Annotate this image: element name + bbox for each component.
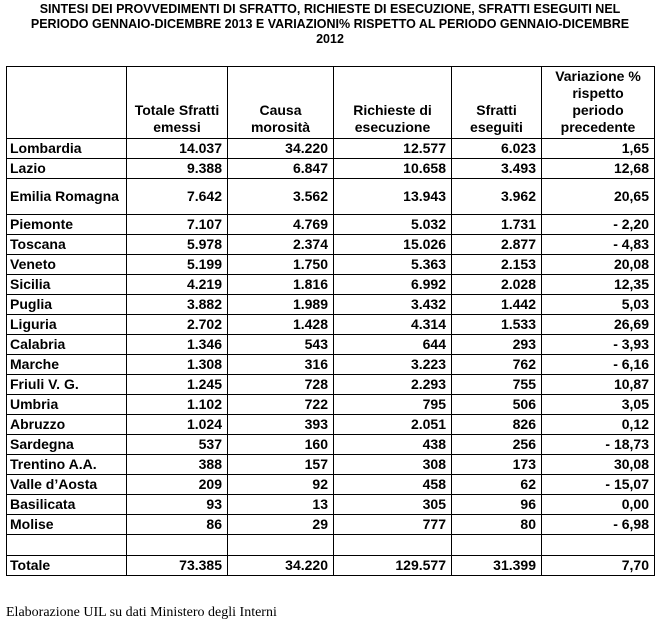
cell-region: Lazio: [7, 159, 127, 179]
cell-richieste: 2.051: [334, 415, 452, 435]
cell-richieste: 3.223: [334, 355, 452, 375]
cell-richieste: 5.363: [334, 255, 452, 275]
cell-total: 4.219: [127, 275, 228, 295]
total-cell-eseguiti: 31.399: [452, 556, 542, 576]
cell-region: Umbria: [7, 395, 127, 415]
header-requests: Richieste di esecuzione: [334, 67, 452, 139]
cell-morosita: 13: [228, 495, 334, 515]
cell-eseguiti: 755: [452, 375, 542, 395]
cell-variazione: 12,68: [542, 159, 655, 179]
spacer-row: [7, 535, 655, 556]
cell-total: 14.037: [127, 139, 228, 159]
cell-morosita: 2.374: [228, 235, 334, 255]
cell-variazione: 20,65: [542, 179, 655, 215]
table-body: [7, 139, 655, 576]
cell-variazione: - 6,16: [542, 355, 655, 375]
cell-richieste: 10.658: [334, 159, 452, 179]
table-row: [7, 215, 655, 235]
cell-richieste: 12.577: [334, 139, 452, 159]
table-title: [0, 2, 660, 47]
cell-morosita: 1.428: [228, 315, 334, 335]
cell-eseguiti: 2.877: [452, 235, 542, 255]
table-row: [7, 159, 655, 179]
cell-richieste: 13.943: [334, 179, 452, 215]
cell-total: 209: [127, 475, 228, 495]
source-note: Elaborazione UIL su dati Ministero degli Interni: [6, 605, 277, 620]
cell-morosita: 543: [228, 335, 334, 355]
cell-total: 2.702: [127, 315, 228, 335]
cell-eseguiti: 1.731: [452, 215, 542, 235]
cell-richieste: 4.314: [334, 315, 452, 335]
cell-eseguiti: 2.153: [452, 255, 542, 275]
header-variation: Variazione % rispetto periodo precedente: [542, 67, 655, 139]
table-row: [7, 295, 655, 315]
cell-richieste: 777: [334, 515, 452, 535]
cell-eseguiti: 3.493: [452, 159, 542, 179]
title-line-3: 2012: [316, 32, 344, 46]
table-row: [7, 475, 655, 495]
cell-region: Calabria: [7, 335, 127, 355]
table-row: [7, 179, 655, 215]
cell-region: Molise: [7, 515, 127, 535]
cell-region: Piemonte: [7, 215, 127, 235]
cell-variazione: - 6,98: [542, 515, 655, 535]
cell-variazione: 1,65: [542, 139, 655, 159]
cell-eseguiti: 1.533: [452, 315, 542, 335]
cell-total: 5.978: [127, 235, 228, 255]
cell-variazione: - 4,83: [542, 235, 655, 255]
cell-richieste: 2.293: [334, 375, 452, 395]
cell-region: Abruzzo: [7, 415, 127, 435]
cell-morosita: 29: [228, 515, 334, 535]
cell-eseguiti: 173: [452, 455, 542, 475]
cell-morosita: 92: [228, 475, 334, 495]
cell-total: 9.388: [127, 159, 228, 179]
cell-morosita: 728: [228, 375, 334, 395]
cell-variazione: 0,00: [542, 495, 655, 515]
cell-variazione: - 3,93: [542, 335, 655, 355]
cell-total: 7.642: [127, 179, 228, 215]
table-row: [7, 515, 655, 535]
cell-total: 388: [127, 455, 228, 475]
cell-variazione: - 15,07: [542, 475, 655, 495]
empty-cell: [228, 535, 334, 556]
header-morosita: Causa morosità: [228, 67, 334, 139]
cell-eseguiti: 826: [452, 415, 542, 435]
totals-row: [7, 556, 655, 576]
table-row: [7, 415, 655, 435]
cell-richieste: 438: [334, 435, 452, 455]
cell-region: Toscana: [7, 235, 127, 255]
cell-region: Lombardia: [7, 139, 127, 159]
total-cell-variazione: 7,70: [542, 556, 655, 576]
cell-morosita: 160: [228, 435, 334, 455]
cell-richieste: 795: [334, 395, 452, 415]
cell-total: 5.199: [127, 255, 228, 275]
cell-morosita: 3.562: [228, 179, 334, 215]
table-row: [7, 335, 655, 355]
empty-cell: [7, 535, 127, 556]
title-line-1: SINTESI DEI PROVVEDIMENTI DI SFRATTO, RICHIESTE DI ESECUZIONE, SFRATTI ESEGUITI NEL: [39, 2, 621, 16]
cell-richieste: 308: [334, 455, 452, 475]
table-row: [7, 435, 655, 455]
cell-richieste: 458: [334, 475, 452, 495]
table-row: [7, 455, 655, 475]
cell-region: Trentino A.A.: [7, 455, 127, 475]
title-line-2: PERIODO GENNAIO-DICEMBRE 2013 E VARIAZIONI% RISPETTO AL PERIODO GENNAIO-DICEMBRE: [30, 17, 630, 31]
table-row: [7, 139, 655, 159]
empty-cell: [127, 535, 228, 556]
cell-total: 7.107: [127, 215, 228, 235]
total-cell-morosita: 34.220: [228, 556, 334, 576]
cell-richieste: 3.432: [334, 295, 452, 315]
table-row: [7, 355, 655, 375]
cell-variazione: - 18,73: [542, 435, 655, 455]
table-row: [7, 275, 655, 295]
cell-total: 3.882: [127, 295, 228, 315]
cell-morosita: 157: [228, 455, 334, 475]
cell-variazione: - 2,20: [542, 215, 655, 235]
cell-variazione: 0,12: [542, 415, 655, 435]
cell-region: Valle d’Aosta: [7, 475, 127, 495]
cell-variazione: 10,87: [542, 375, 655, 395]
cell-morosita: 1.750: [228, 255, 334, 275]
cell-eseguiti: 3.962: [452, 179, 542, 215]
table-row: [7, 395, 655, 415]
cell-eseguiti: 96: [452, 495, 542, 515]
cell-richieste: 6.992: [334, 275, 452, 295]
cell-region: Veneto: [7, 255, 127, 275]
cell-variazione: 5,03: [542, 295, 655, 315]
cell-total: 1.102: [127, 395, 228, 415]
cell-eseguiti: 80: [452, 515, 542, 535]
cell-morosita: 1.989: [228, 295, 334, 315]
cell-eseguiti: 2.028: [452, 275, 542, 295]
table-row: [7, 495, 655, 515]
cell-morosita: 316: [228, 355, 334, 375]
total-cell-region: Totale: [7, 556, 127, 576]
cell-eseguiti: 293: [452, 335, 542, 355]
cell-region: Emilia Romagna: [7, 179, 127, 215]
cell-eseguiti: 506: [452, 395, 542, 415]
cell-eseguiti: 62: [452, 475, 542, 495]
cell-morosita: 4.769: [228, 215, 334, 235]
cell-variazione: 20,08: [542, 255, 655, 275]
cell-eseguiti: 6.023: [452, 139, 542, 159]
cell-richieste: 305: [334, 495, 452, 515]
cell-region: Sardegna: [7, 435, 127, 455]
total-cell-richieste: 129.577: [334, 556, 452, 576]
cell-total: 1.308: [127, 355, 228, 375]
cell-morosita: 1.816: [228, 275, 334, 295]
table-row: [7, 375, 655, 395]
empty-cell: [452, 535, 542, 556]
cell-richieste: 644: [334, 335, 452, 355]
cell-total: 86: [127, 515, 228, 535]
cell-total: 537: [127, 435, 228, 455]
cell-morosita: 722: [228, 395, 334, 415]
cell-variazione: 30,08: [542, 455, 655, 475]
header-total-evictions: Totale Sfratti emessi: [127, 67, 228, 139]
cell-region: Basilicata: [7, 495, 127, 515]
cell-eseguiti: 762: [452, 355, 542, 375]
cell-region: Liguria: [7, 315, 127, 335]
cell-richieste: 5.032: [334, 215, 452, 235]
cell-variazione: 26,69: [542, 315, 655, 335]
table-row: [7, 255, 655, 275]
cell-total: 1.024: [127, 415, 228, 435]
cell-morosita: 6.847: [228, 159, 334, 179]
cell-region: Puglia: [7, 295, 127, 315]
cell-variazione: 3,05: [542, 395, 655, 415]
cell-eseguiti: 1.442: [452, 295, 542, 315]
cell-richieste: 15.026: [334, 235, 452, 255]
evictions-table: [6, 66, 655, 576]
empty-cell: [542, 535, 655, 556]
cell-region: Sicilia: [7, 275, 127, 295]
cell-region: Marche: [7, 355, 127, 375]
cell-morosita: 393: [228, 415, 334, 435]
header-region: [7, 67, 127, 139]
table-row: [7, 315, 655, 335]
total-cell-total: 73.385: [127, 556, 228, 576]
table-row: [7, 235, 655, 255]
cell-variazione: 12,35: [542, 275, 655, 295]
header-executed: Sfratti eseguiti: [452, 67, 542, 139]
cell-morosita: 34.220: [228, 139, 334, 159]
cell-total: 93: [127, 495, 228, 515]
cell-eseguiti: 256: [452, 435, 542, 455]
empty-cell: [334, 535, 452, 556]
cell-total: 1.346: [127, 335, 228, 355]
cell-total: 1.245: [127, 375, 228, 395]
header-row: [7, 67, 655, 139]
cell-region: Friuli V. G.: [7, 375, 127, 395]
